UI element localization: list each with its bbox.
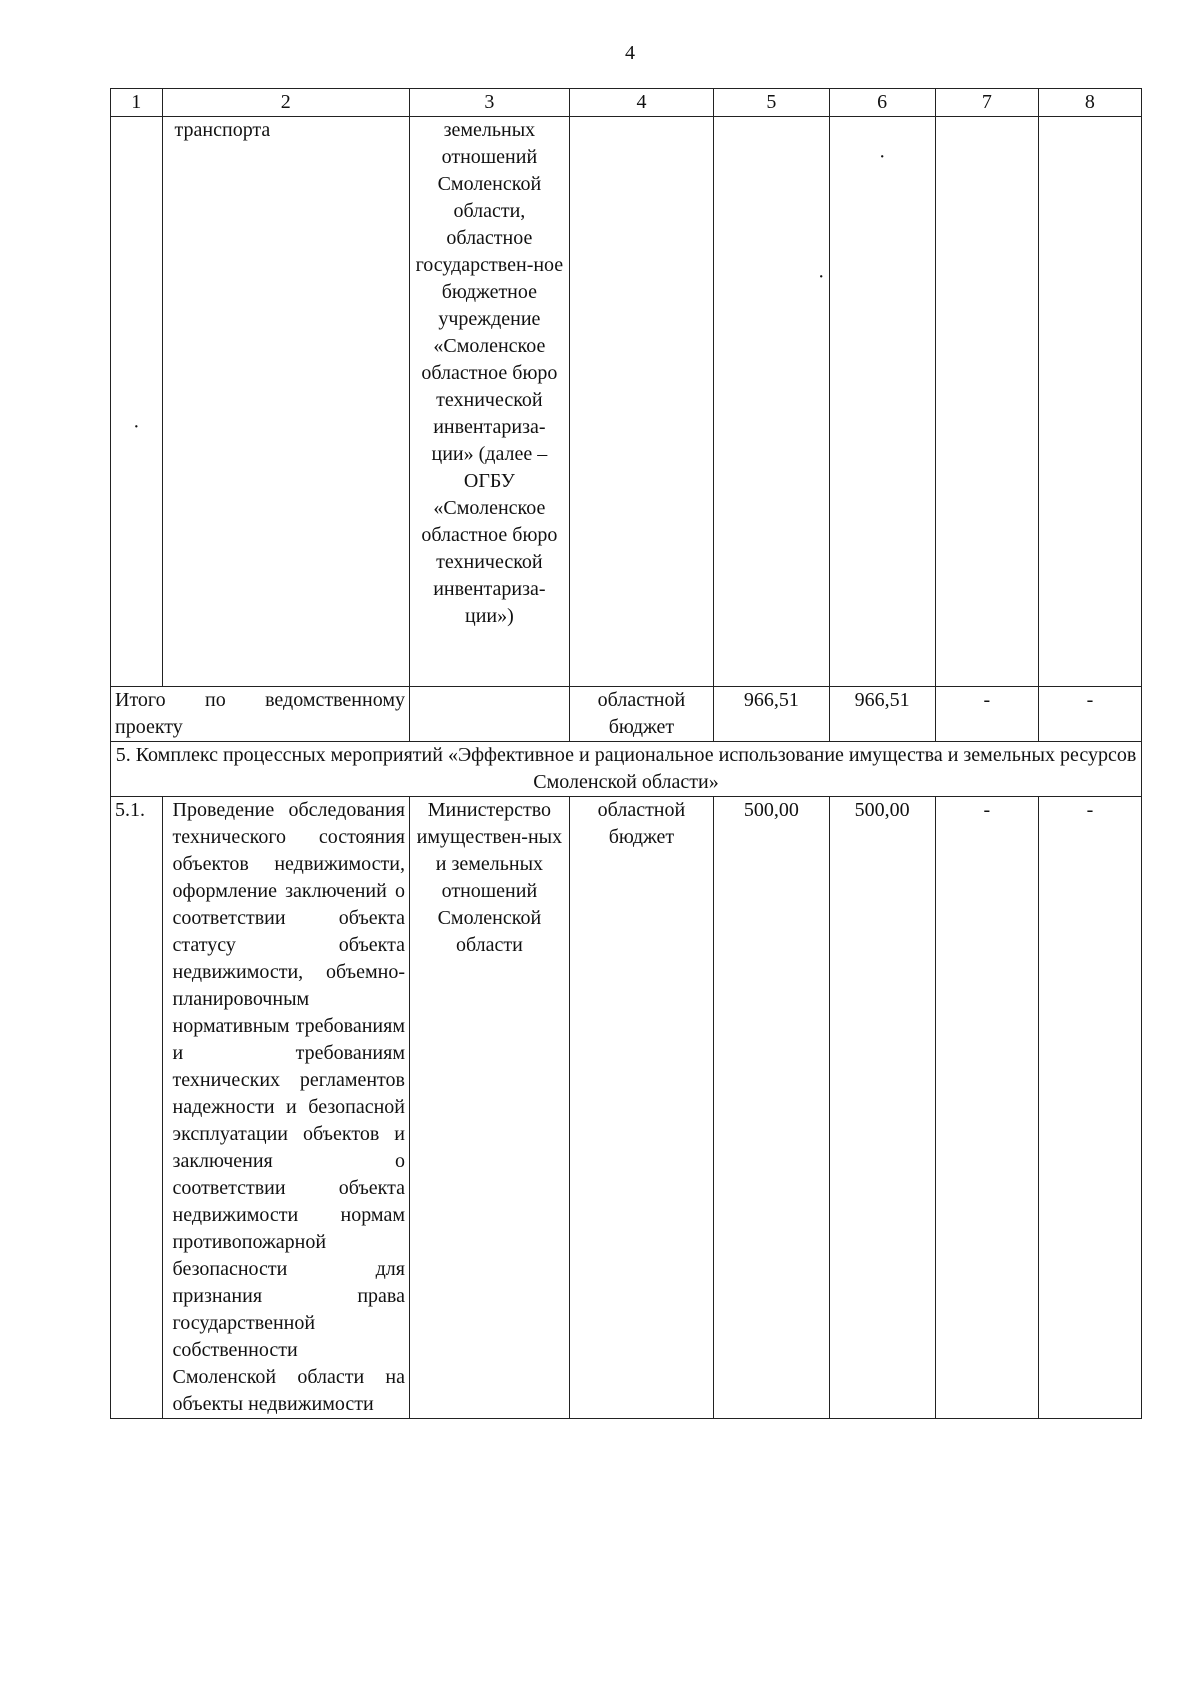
total-label: Итого по ведомственному проекту bbox=[111, 687, 410, 742]
column-header: 3 bbox=[409, 89, 569, 117]
section-title: 5. Комплекс процессных мероприятий «Эффективное и рациональное использование имущества и земельных ресурсов Смоленской области» bbox=[111, 742, 1142, 797]
page-number: 4 bbox=[625, 42, 635, 64]
column-header: 4 bbox=[569, 89, 713, 117]
amount-cell: · bbox=[714, 117, 829, 687]
executor-cell: земельных отношений Смоленской области, областное государствен-ное бюджетное учреждение «Смоленское областное бюро технической инвентариза-ции» (далее – ОГБУ «Смоленское областное бюро технической инвентариза-ции») bbox=[409, 117, 569, 687]
executor-cell: Министерство имуществен-ных и земельных отношений Смоленской области bbox=[409, 797, 569, 1419]
amount-cell: 500,00 bbox=[829, 797, 935, 1419]
column-header: 1 bbox=[111, 89, 163, 117]
amount-cell: - bbox=[935, 797, 1038, 1419]
row-number-cell: 5.1. bbox=[111, 797, 163, 1419]
measure-name-cell: транспорта bbox=[162, 117, 409, 687]
section-header-row bbox=[111, 742, 1142, 797]
amount-cell: - bbox=[935, 687, 1038, 742]
table-row-continued bbox=[111, 117, 1142, 687]
source-cell bbox=[569, 117, 713, 687]
table-header-row bbox=[111, 89, 1142, 117]
amount-cell bbox=[1038, 117, 1141, 687]
table-row bbox=[111, 797, 1142, 1419]
column-header: 6 bbox=[829, 89, 935, 117]
amount-cell: · bbox=[829, 117, 935, 687]
source-cell: областной бюджет bbox=[569, 797, 713, 1419]
column-header: 8 bbox=[1038, 89, 1141, 117]
column-header: 2 bbox=[162, 89, 409, 117]
amount-cell: - bbox=[1038, 687, 1141, 742]
amount-cell: - bbox=[1038, 797, 1141, 1419]
budget-table bbox=[110, 88, 1142, 1419]
column-header: 5 bbox=[714, 89, 829, 117]
column-header: 7 bbox=[935, 89, 1038, 117]
amount-cell: 500,00 bbox=[714, 797, 829, 1419]
source-cell: областной бюджет bbox=[569, 687, 713, 742]
amount-cell: 966,51 bbox=[829, 687, 935, 742]
executor-cell bbox=[409, 687, 569, 742]
row-number-cell: · bbox=[111, 117, 163, 687]
total-row bbox=[111, 687, 1142, 742]
amount-cell bbox=[935, 117, 1038, 687]
measure-name-cell: Проведение обследования технического состояния объектов недвижимости, оформление заключений о соответствии объекта статусу объекта недвижимости, объемно-планировочным нормативным требованиям и требованиям технических регламентов надежности и безопасной эксплуатации объектов и заключения о соответствии объекта недвижимости нормам противопожарной безопасности для признания права государственной собственности Смоленской области на объекты недвижимости bbox=[162, 797, 409, 1419]
amount-cell: 966,51 bbox=[714, 687, 829, 742]
